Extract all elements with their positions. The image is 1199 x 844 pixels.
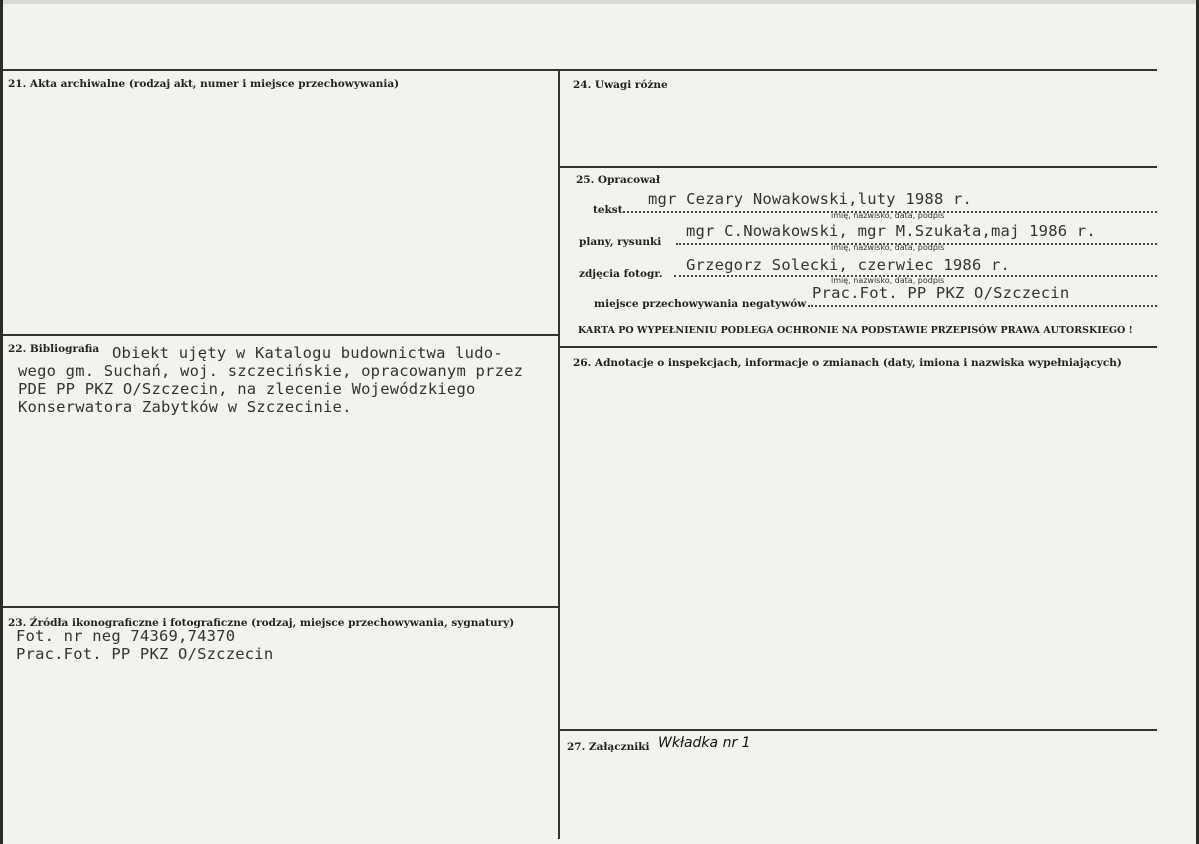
rule-22-23 bbox=[3, 606, 560, 608]
section-27-label: 27. Załączniki bbox=[567, 741, 650, 753]
tekst-value: mgr Cezary Nowakowski,luty 1988 r. bbox=[648, 190, 973, 208]
section-26-title: 26. Adnotacje o inspekcjach, informacje o zmianach bbox=[573, 357, 880, 369]
section-23-subtitle: (rodzaj, miejsce przechowywania, sygnatury) bbox=[251, 617, 515, 629]
miejsce-label: miejsce przechowywania negatywów bbox=[594, 298, 807, 310]
section-22-label: 22. Bibliografia bbox=[8, 343, 100, 355]
rule-25-26 bbox=[558, 346, 1157, 348]
zdjecia-caption: imię, nazwisko, data, podpis bbox=[831, 276, 945, 285]
rule-24-25 bbox=[558, 166, 1157, 168]
zdjecia-value: Grzegorz Solecki, czerwiec 1986 r. bbox=[686, 256, 1011, 274]
plany-label: plany, rysunki bbox=[579, 236, 662, 248]
center-divider bbox=[558, 69, 560, 839]
section-21-title: 21. Akta archiwalne bbox=[8, 78, 126, 90]
miejsce-dotted-line bbox=[808, 305, 1157, 307]
bibliography-line-2: wego gm. Suchań, woj. szczecińskie, opracowanym przez bbox=[18, 362, 524, 380]
card-top-edge bbox=[0, 0, 1199, 4]
top-rule bbox=[3, 69, 1157, 71]
bibliography-line-4: Konserwatora Zabytków w Szczecinie. bbox=[18, 398, 352, 416]
bibliography-line-3: PDE PP PKZ O/Szczecin, na zlecenie Wojewódzkiego bbox=[18, 380, 476, 398]
rule-21-22 bbox=[3, 334, 560, 336]
section-25-label: 25. Opracował bbox=[576, 174, 661, 186]
plany-caption: imię, nazwisko, data, podpis bbox=[831, 243, 945, 252]
attachment-handwritten-note: Wkładka nr 1 bbox=[658, 735, 751, 751]
section-21-label bbox=[8, 78, 399, 90]
tekst-caption: imię, nazwisko, data, podpis bbox=[831, 211, 945, 220]
bibliography-line-1: Obiekt ujęty w Katalogu budownictwa ludo- bbox=[112, 344, 503, 362]
rule-26-27 bbox=[558, 729, 1157, 731]
card-left-edge bbox=[0, 0, 3, 844]
tekst-label: tekst bbox=[593, 204, 623, 216]
iconography-line-1: Fot. nr neg 74369,74370 bbox=[16, 627, 236, 645]
section-24-label: 24. Uwagi różne bbox=[573, 79, 668, 91]
iconography-line-2: Prac.Fot. PP PKZ O/Szczecin bbox=[16, 645, 274, 663]
copyright-warning: KARTA PO WYPEŁNIENIU PODLEGA OCHRONIE NA PODSTAWIE PRZEPISÓW PRAWA AUTORSKIEGO ! bbox=[578, 325, 1133, 336]
section-23-title: 23. Źródła ikonograficzne i fotograficzne bbox=[8, 617, 248, 629]
section-26-label bbox=[573, 357, 1122, 369]
zdjecia-label: zdjęcia fotogr. bbox=[579, 268, 663, 280]
section-21-subtitle: (rodzaj akt, numer i miejsce przechowywania) bbox=[128, 78, 400, 90]
plany-value: mgr C.Nowakowski, mgr M.Szukała,maj 1986 r. bbox=[686, 222, 1096, 240]
miejsce-value: Prac.Fot. PP PKZ O/Szczecin bbox=[812, 284, 1070, 302]
section-26-subtitle: (daty, imiona i nazwiska wypełniających) bbox=[882, 357, 1122, 369]
